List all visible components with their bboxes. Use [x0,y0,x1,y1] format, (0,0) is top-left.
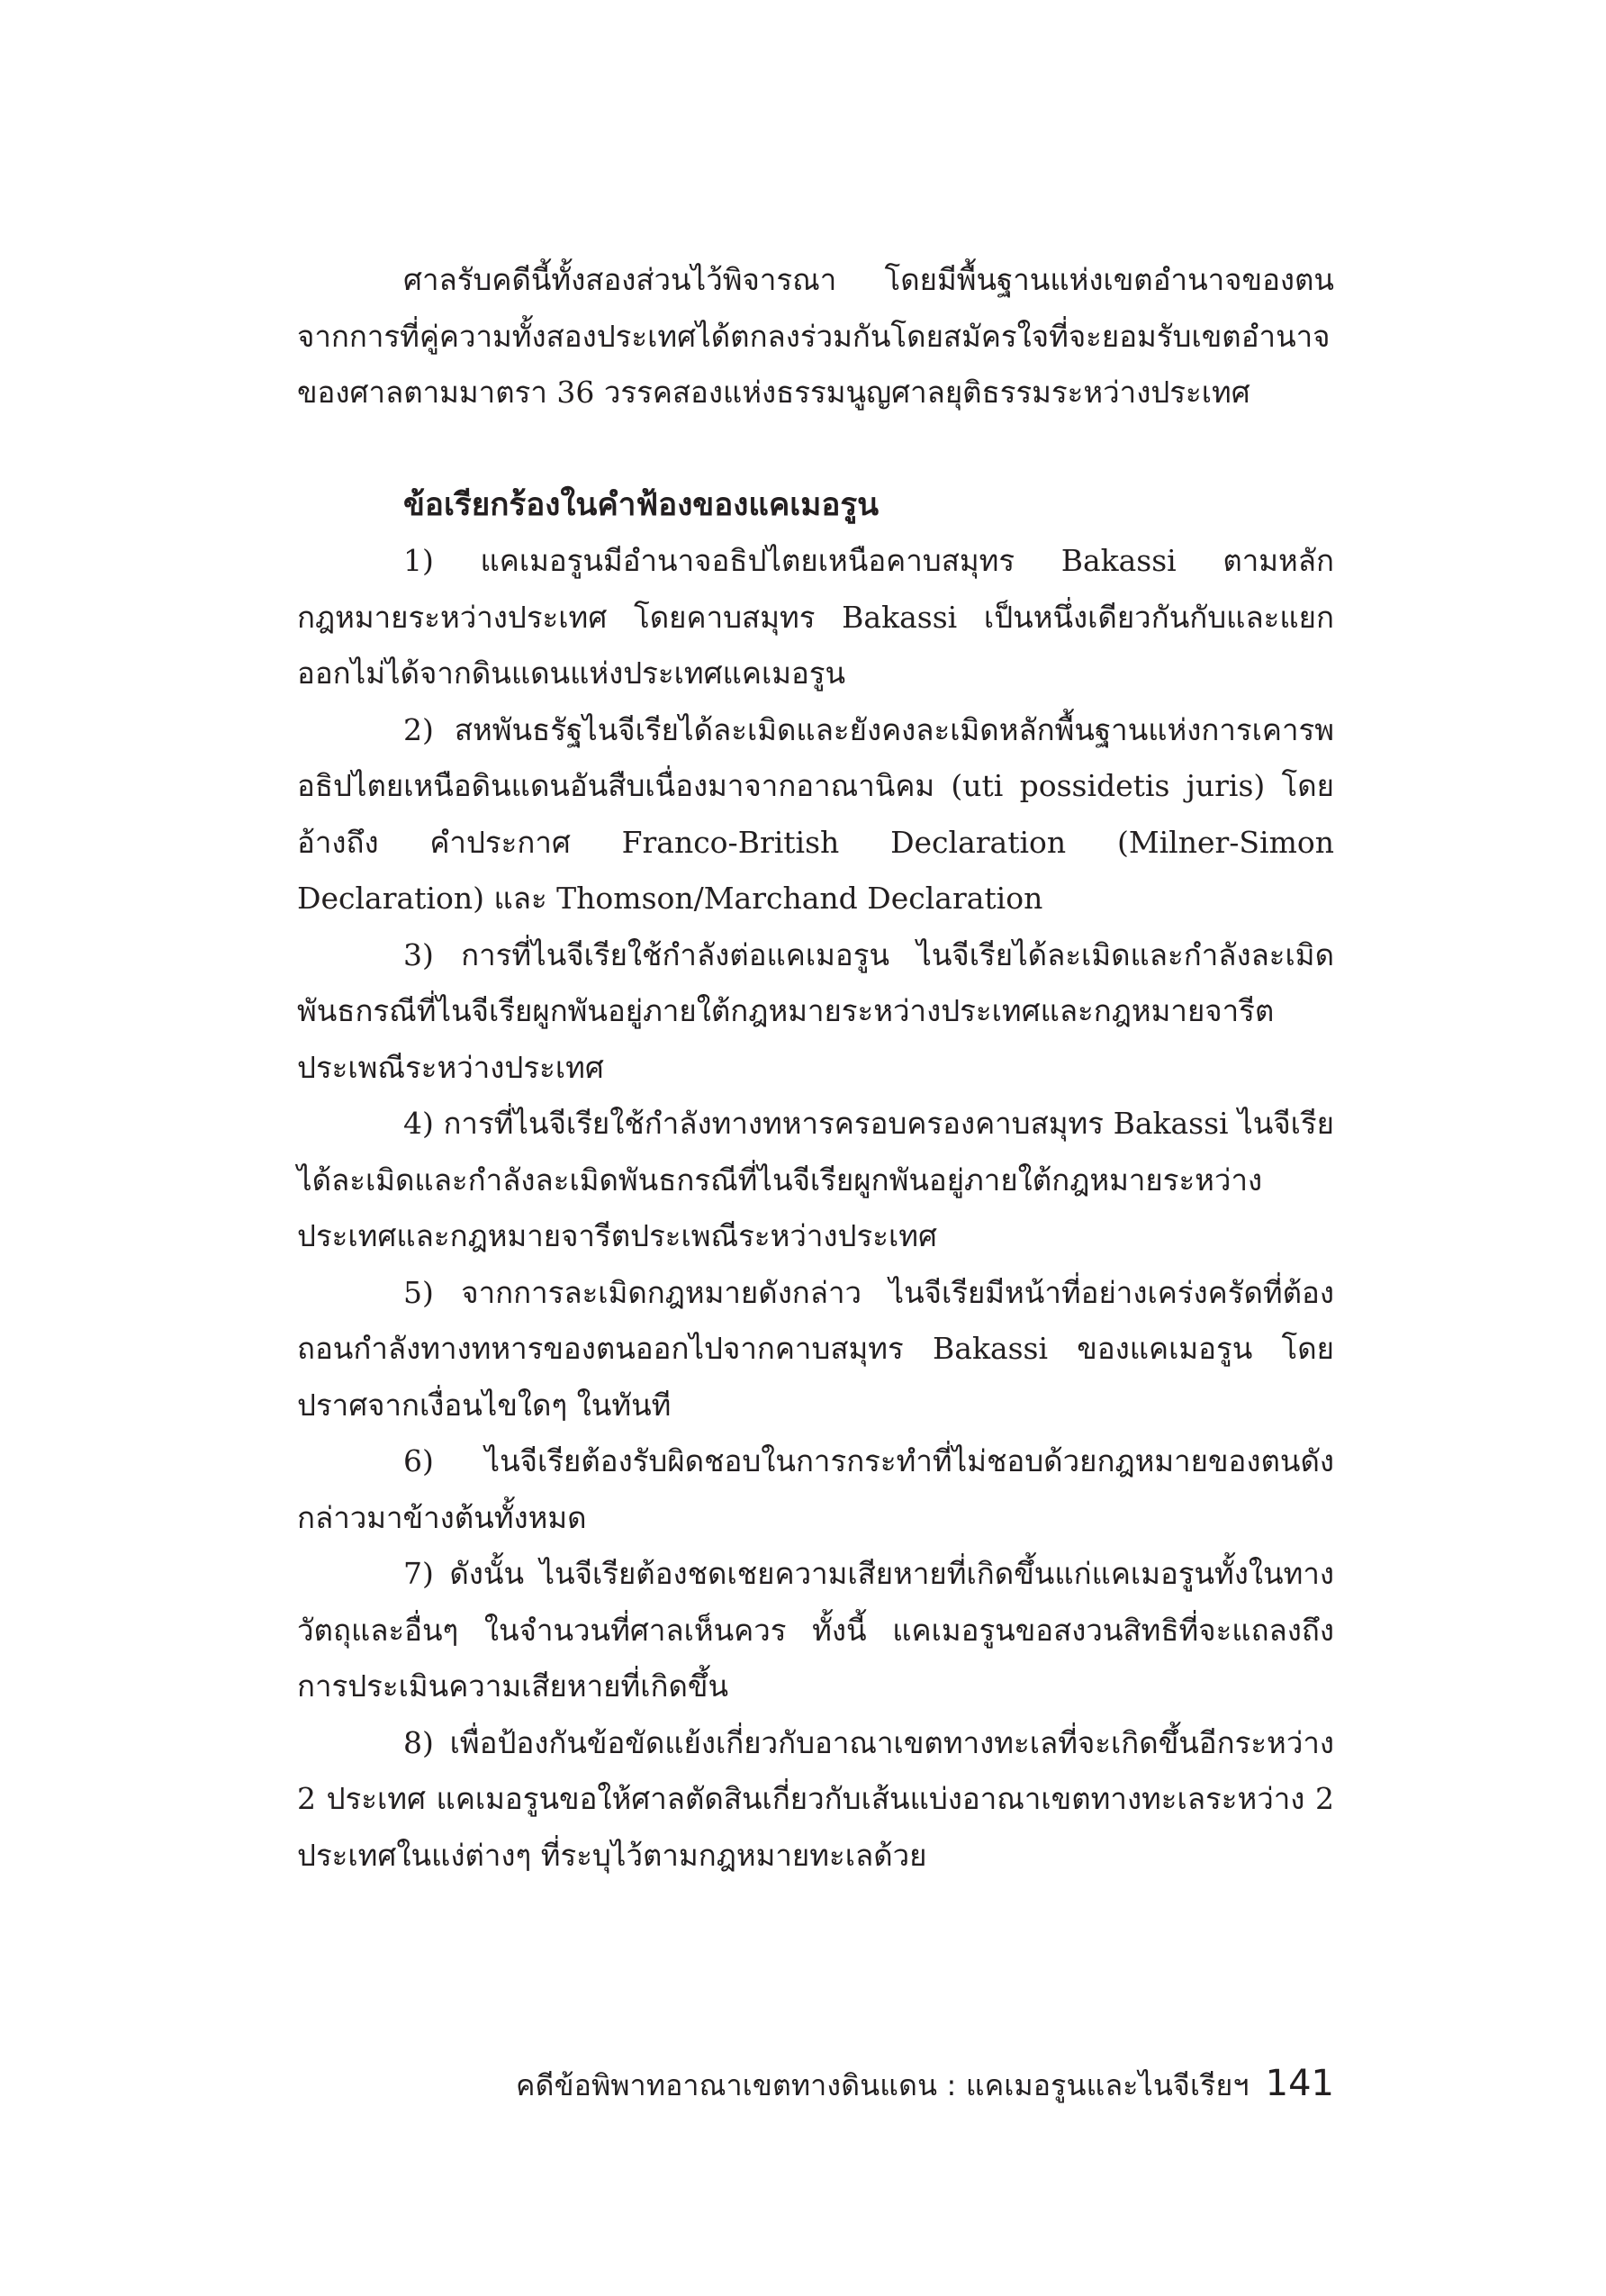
page-footer [516,2062,1334,2107]
running-title: คดีข้อพิพาทอาณาเขตทางดินแดน : แคเมอรูนและไนจีเรียฯ [515,2068,1250,2102]
claim-4: 4) การที่ไนจีเรียใช้กำลังทางทหารครอบครองคาบสมุทร Bakassi ไนจีเรียได้ละเมิดและกำลังละเมิดพันธกรณีที่ไนจีเรียผูกพันอยู่ภายใต้กฎหมายระหว่างประเทศและกฎหมายจารีตประเพณีระหว่างประเทศ [297,1106,1334,1253]
claim-8: 8) เพื่อป้องกันข้อขัดแย้งเกี่ยวกับอาณาเขตทางทะเลที่จะเกิดขึ้นอีกระหว่าง 2 ประเทศ แคเมอรูนขอให้ศาลตัดสินเกี่ยวกับเส้นแบ่งอาณาเขตทางทะเลระหว่าง 2 ประเทศในแง่ต่างๆ ที่ระบุไว้ตามกฎหมายทะเลด้วย [297,1724,1334,1873]
section-heading: ข้อเรียกร้องในคำฟ้องของแคเมอรูน [403,485,880,523]
claim-6: 6) ไนจีเรียต้องรับผิดชอบในการกระทำที่ไม่ชอบด้วยกฎหมายของตนดังกล่าวมาข้างต้นทั้งหมด [297,1443,1334,1535]
claim-7: 7) ดังนั้น ไนจีเรียต้องชดเชยความเสียหายที่เกิดขึ้นแก่แคเมอรูนทั้งในทางวัตถุและอื่นๆ ในจำนวนที่ศาลเห็นควร ทั้งนี้ แคเมอรูนขอสงวนสิทธิที่จะแถลงถึงการประเมินความเสียหายที่เกิดขึ้น [297,1556,1334,1704]
intro-paragraph: ศาลรับคดีนี้ทั้งสองส่วนไว้พิจารณา โดยมีพื้นฐานแห่งเขตอำนาจของตนจากการที่คู่ความทั้งสองประเทศได้ตกลงร่วมกันโดยสมัครใจที่จะยอมรับเขตอำนาจของศาลตามมาตรา 36 วรรคสองแห่งธรรมนูญศาลยุติธรรมระหว่างประเทศ [297,262,1334,410]
body-text [297,252,1334,1884]
claim-5: 5) จากการละเมิดกฎหมายดังกล่าว ไนจีเรียมีหน้าที่อย่างเคร่งครัดที่ต้องถอนกำลังทางทหารของตนออกไปจากคาบสมุทร Bakassi ของแคเมอรูน โดยปราศจากเงื่อนไขใดๆ ในทันที [297,1274,1334,1423]
claim-2: 2) สหพันธรัฐไนจีเรียได้ละเมิดและยังคงละเมิดหลักพื้นฐานแห่งการเคารพอธิปไตยเหนือดินแดนอันสืบเนื่องมาจากอาณานิคม (uti possidetis juris) โดยอ้างถึง คำประกาศ Franco-British Declaration (Milner-Simon Declaration) และ Thomson/Marchand Declaration [297,711,1334,916]
claim-1: 1) แคเมอรูนมีอำนาจอธิปไตยเหนือคาบสมุทร Bakassi ตามหลักกฎหมายระหว่างประเทศ โดยคาบสมุทร Bakassi เป็นหนึ่งเดียวกันกับและแยกออกไม่ได้จากดินแดนแห่งประเทศแคเมอรูน [297,543,1334,691]
page-number: 141 [1265,2063,1334,2104]
claim-3: 3) การที่ไนจีเรียใช้กำลังต่อแคเมอรูน ไนจีเรียได้ละเมิดและกำลังละเมิดพันธกรณีที่ไนจีเรียผูกพันอยู่ภายใต้กฎหมายระหว่างประเทศและกฎหมายจารีตประเพณีระหว่างประเทศ [297,936,1334,1085]
